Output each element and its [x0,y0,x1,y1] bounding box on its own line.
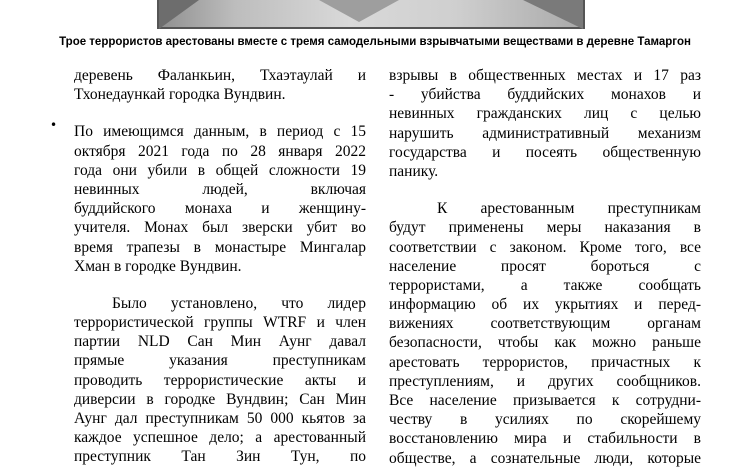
text-line: По имеющимся данным, в период с 15 [74,123,366,141]
text-line: диверсии в городке Вундвин; Сан Мин [74,390,366,408]
left-column [74,66,366,467]
text-line: проводить террористические акты и [74,371,366,389]
text-line: Все население призывается к сотрудни- [389,392,701,409]
photo-shadow-center [319,0,399,22]
paragraph-gap [74,104,366,122]
text-line: партии NLD Сан Мин Аунг давал [74,333,366,351]
text-line: октября 2021 года по 28 января 2022 [74,142,366,160]
text-line: вижениях соответствующим органам [389,315,701,333]
text-line: население просят бороться с [389,257,701,275]
text-line: обществе, а сознательные люди, которые [389,449,701,467]
text-line: невинных людей, включая [74,180,366,198]
text-line: Было установлено, что лидер [112,294,366,312]
text-line: невинных гражданских лиц с целью [389,105,701,123]
article-photo [157,0,585,29]
text-line: восстановлению мира и стабильности в [389,430,701,448]
text-line: нарушить административный механизм [389,124,701,142]
text-line: прямые указания преступникам [74,352,366,370]
text-line: панику. [389,162,439,180]
photo-dark-corner-right [523,0,583,29]
text-line: года они убили в общей сложности 19 [74,161,366,179]
photo-caption: Трое террористов арестованы вместе с тремя самодельными взрывчатыми веществами в деревне Тамаргон [59,36,691,48]
paragraph-gap [74,276,366,294]
paragraph-gap [389,181,701,199]
text-line: преступник Тан Зин Тун, по [74,448,366,466]
bullet-icon: • [50,118,58,132]
right-column [389,66,701,468]
photo-dark-corner-left [159,0,199,29]
text-line: Тхонедаункай городка Вундвин. [74,86,286,104]
text-line: Хман в городке Вундвин. [74,257,242,275]
text-line: К арестованным преступникам [437,200,701,218]
text-line: информацию об их укрытиях и перед- [389,296,701,314]
text-line: террористической группы WTRF и член [74,314,366,332]
text-line: - убийства буддийских монахов и [389,86,701,104]
text-line: государства и посеять общественную [389,143,701,161]
text-line: время трапезы в монастыре Мингалар [74,238,366,256]
text-line: преступлениям, и других сообщников. [389,372,701,390]
text-line: Аунг дал преступникам 50 000 кьятов за [74,410,366,427]
text-line: взрывы в общественных местах и 17 раз [389,67,701,84]
text-line: деревень Фаланкьин, Тхаэтаулай и [74,67,366,84]
text-line: каждое успешное дело; а арестованный [74,429,366,447]
text-line: террористами, а также сообщать [389,276,701,294]
text-line: арестовать террористов, причастных к [389,353,701,371]
text-line: учителя. Монах был зверски убит во [74,219,366,237]
text-line: буддийского монаха и женщину- [74,200,366,218]
text-line: соответствии с законом. Кроме того, все [389,238,701,256]
text-line: честву в усилиях по скорейшему [389,411,701,429]
text-line: безопасности, чтобы как можно раньше [389,334,701,352]
text-line: будут применены меры наказания в [389,219,701,237]
